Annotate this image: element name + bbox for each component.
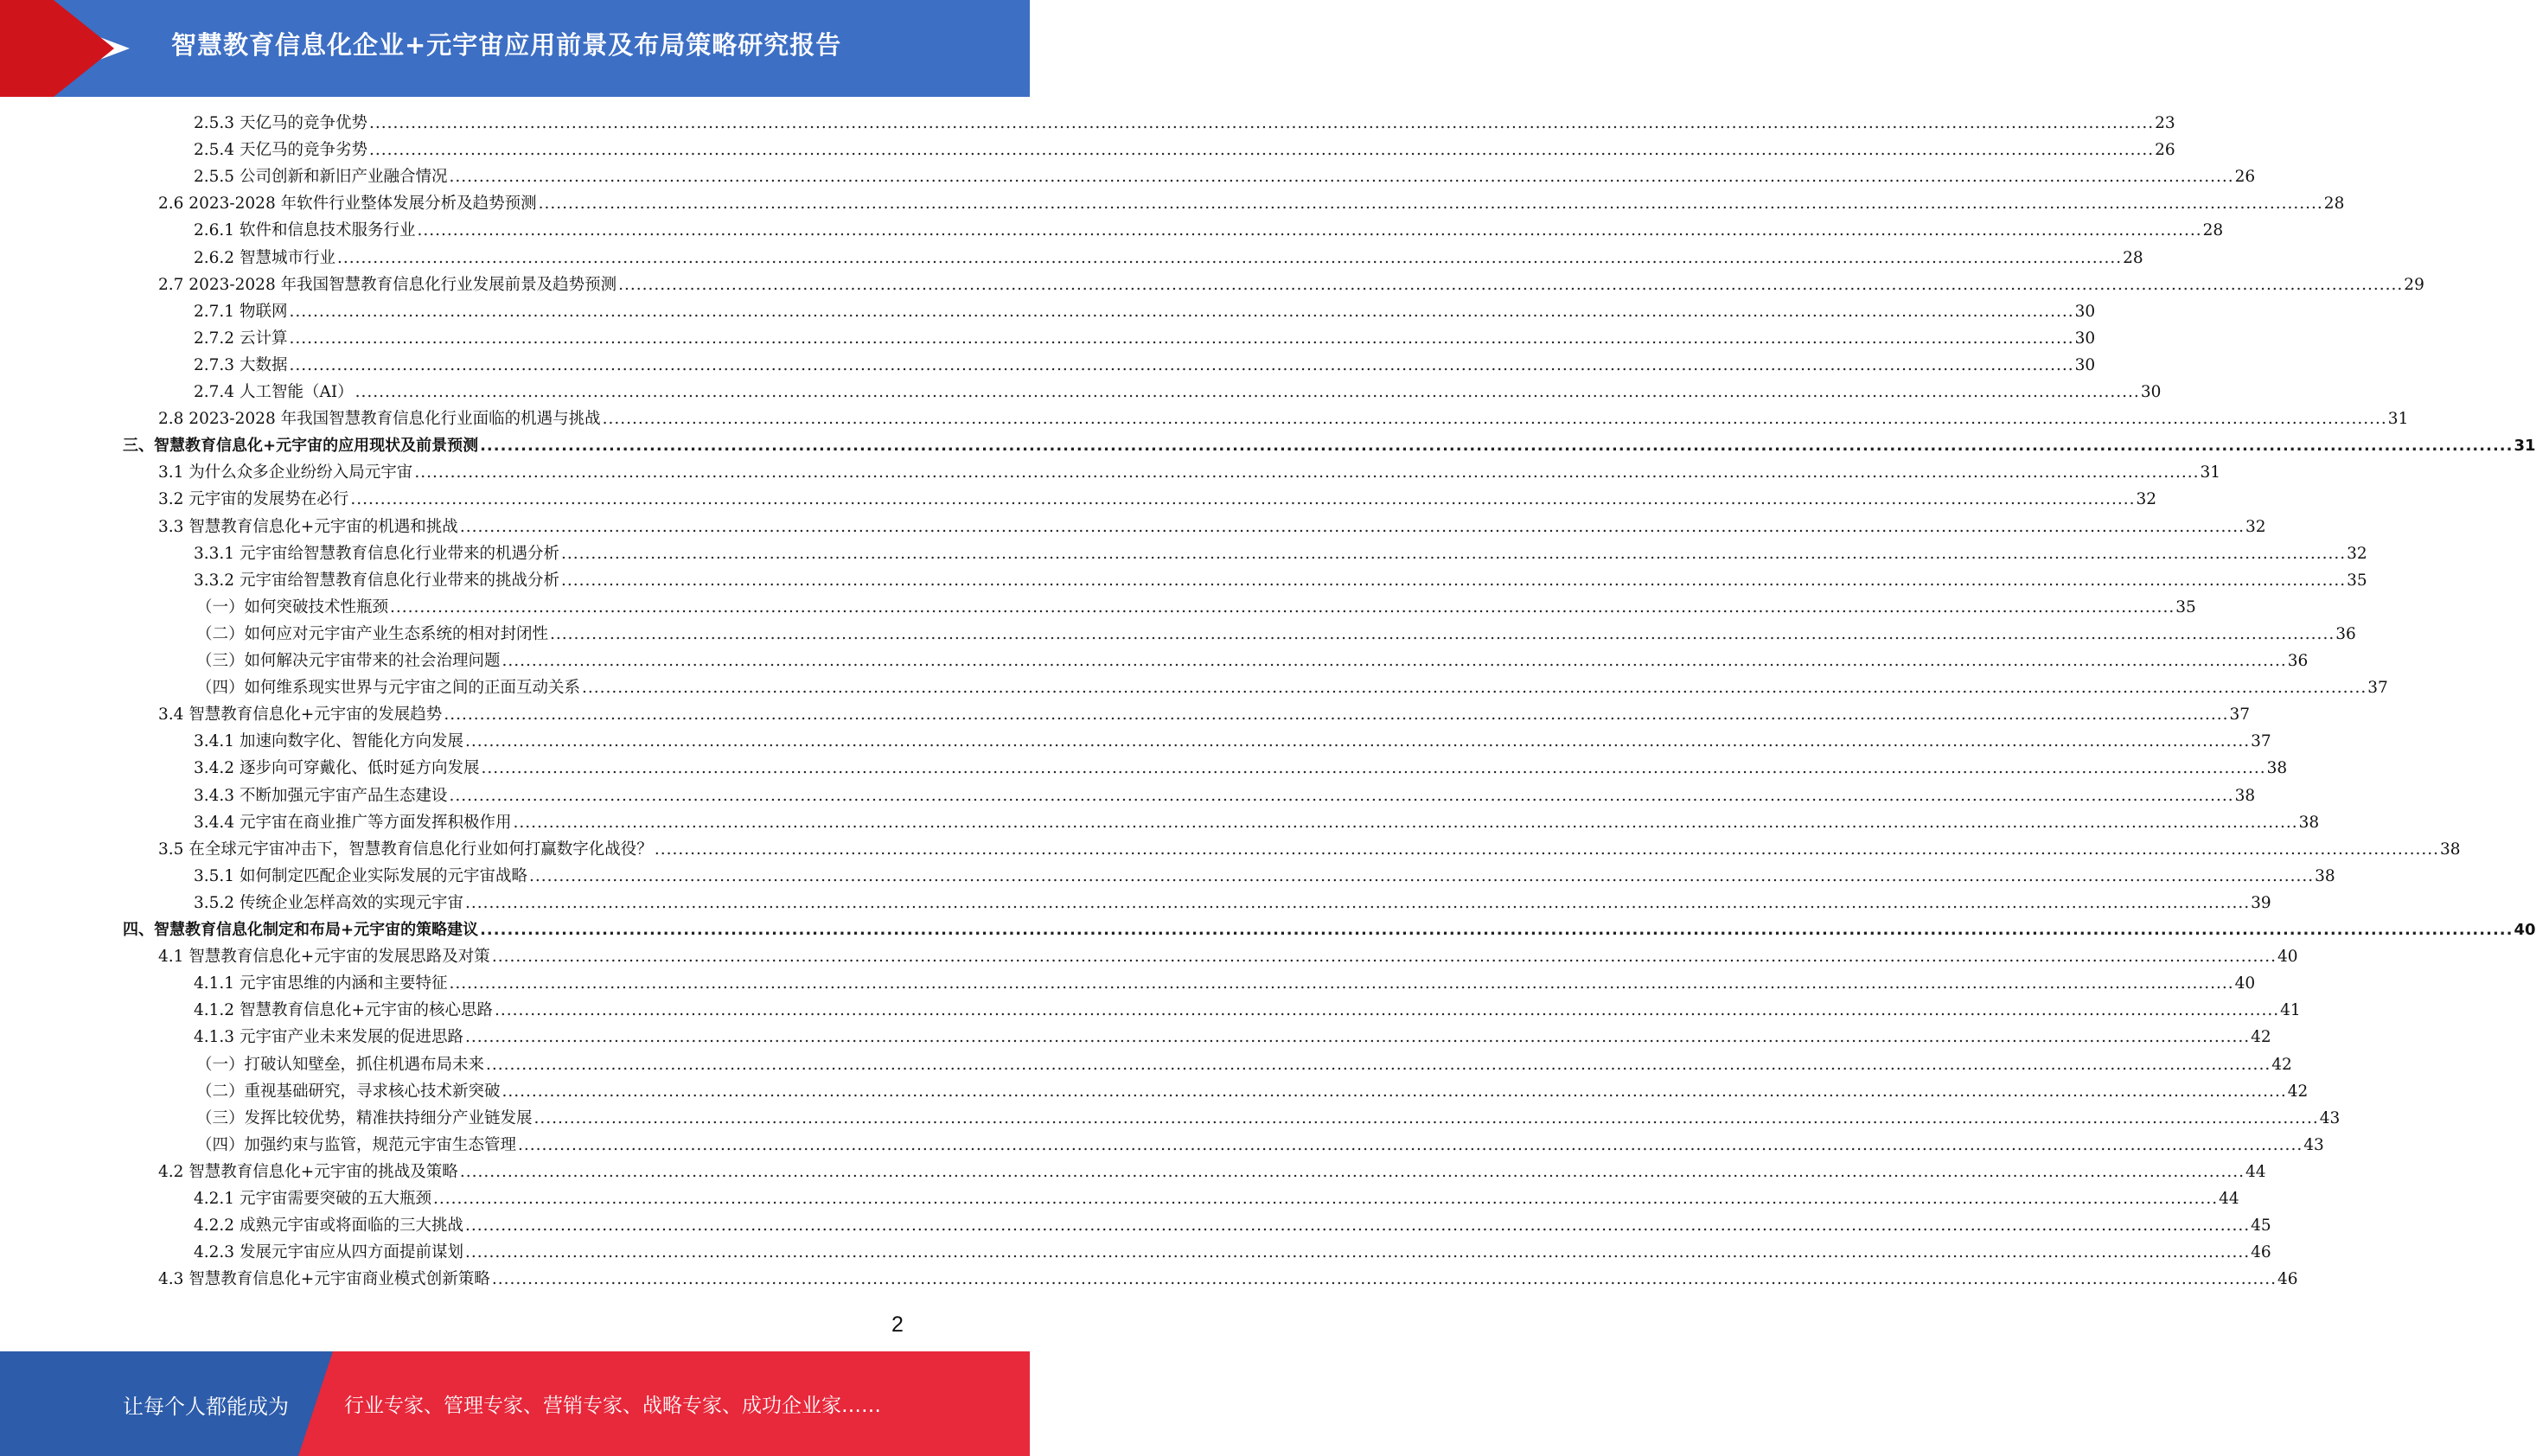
toc-entry[interactable] bbox=[194, 755, 2288, 782]
toc-entry-page: 43 bbox=[2303, 1136, 2324, 1154]
footer-slogan: 让每个人都能成为 bbox=[123, 1395, 289, 1419]
toc-leader-dots: ............................................................................................................................................................................................................................................................................................................ bbox=[289, 356, 2074, 374]
toc-leader-dots: ............................................................................................................................................................................................................................................................................................................ bbox=[654, 840, 2439, 859]
toc-leader-dots: ............................................................................................................................................................................................................................................................................................................ bbox=[501, 652, 2287, 670]
toc-entry[interactable] bbox=[194, 217, 2224, 244]
header-red-block bbox=[0, 0, 54, 97]
toc-entry[interactable] bbox=[196, 621, 2356, 648]
toc-leader-dots: ............................................................................................................................................................................................................................................................................................................ bbox=[491, 1270, 2277, 1288]
toc-entry[interactable] bbox=[194, 325, 2096, 352]
toc-entry-page: 30 bbox=[2074, 356, 2096, 374]
toc-entry[interactable] bbox=[123, 432, 2536, 459]
toc-entry-page: 42 bbox=[2287, 1082, 2309, 1101]
toc-entry-page: 30 bbox=[2074, 303, 2096, 321]
toc-entry-label: 2.7.1 物联网 bbox=[194, 303, 288, 321]
toc-entry[interactable] bbox=[194, 298, 2096, 325]
toc-entry[interactable] bbox=[194, 137, 2175, 163]
toc-entry-page: 41 bbox=[2280, 1001, 2301, 1019]
toc-entry-page: 35 bbox=[2175, 598, 2196, 616]
toc-entry-page: 29 bbox=[2404, 276, 2424, 294]
toc-entry[interactable] bbox=[158, 836, 2461, 863]
toc-entry[interactable] bbox=[194, 863, 2335, 890]
toc-entry[interactable] bbox=[194, 163, 2256, 190]
toc-entry-label: （三）如何解决元宇宙带来的社会治理问题 bbox=[196, 652, 501, 670]
toc-leader-dots: ............................................................................................................................................................................................................................................................................................................ bbox=[550, 625, 2335, 643]
toc-leader-dots: ............................................................................................................................................................................................................................................................................................................ bbox=[538, 195, 2323, 213]
toc-entry[interactable] bbox=[196, 1078, 2309, 1105]
toc-entry-label: 4.1 智慧教育信息化+元宇宙的发展思路及对策 bbox=[158, 948, 490, 966]
toc-leader-dots: ............................................................................................................................................................................................................................................................................................................ bbox=[336, 249, 2123, 267]
toc-entry[interactable] bbox=[194, 997, 2301, 1024]
toc-entry-page: 38 bbox=[2234, 787, 2256, 805]
toc-entry[interactable] bbox=[158, 271, 2424, 298]
toc-entry[interactable] bbox=[123, 916, 2536, 943]
toc-entry-page: 40 bbox=[2234, 974, 2256, 993]
toc-leader-dots: ............................................................................................................................................................................................................................................................................................................ bbox=[501, 1082, 2287, 1101]
toc-entry-label: 2.7.3 大数据 bbox=[194, 356, 288, 374]
toc-entry-label: 四、智慧教育信息化制定和布局+元宇宙的策略建议 bbox=[123, 921, 479, 939]
toc-leader-dots: ............................................................................................................................................................................................................................................................................................................ bbox=[491, 948, 2277, 966]
toc-entry-page: 37 bbox=[2229, 706, 2251, 724]
toc-leader-dots: ............................................................................................................................................................................................................................................................................................................ bbox=[582, 679, 2367, 697]
toc-entry-label: 3.5 在全球元宇宙冲击下，智慧教育信息化行业如何打赢数字化战役？ bbox=[158, 840, 653, 859]
toc-entry[interactable] bbox=[158, 459, 2221, 486]
report-header bbox=[0, 0, 1030, 97]
toc-leader-dots: ............................................................................................................................................................................................................................................................................................................ bbox=[289, 303, 2074, 321]
toc-leader-dots: ............................................................................................................................................................................................................................................................................................................ bbox=[289, 329, 2074, 348]
toc-leader-dots: ............................................................................................................................................................................................................................................................................................................ bbox=[390, 598, 2175, 616]
toc-entry-label: 3.1 为什么众多企业纷纷入局元宇宙 bbox=[158, 463, 413, 482]
toc-entry-page: 28 bbox=[2123, 249, 2143, 267]
toc-entry-label: 2.5.4 天亿马的竞争劣势 bbox=[194, 141, 367, 159]
toc-entry-label: 4.1.1 元宇宙思维的内涵和主要特征 bbox=[194, 974, 448, 993]
toc-entry[interactable] bbox=[194, 809, 2320, 836]
toc-entry[interactable] bbox=[196, 1132, 2324, 1159]
toc-entry-page: 45 bbox=[2251, 1217, 2271, 1235]
toc-entry-page: 38 bbox=[2298, 814, 2320, 832]
toc-leader-dots: ............................................................................................................................................................................................................................................................................................................ bbox=[464, 1028, 2251, 1046]
toc-entry-page: 42 bbox=[2251, 1028, 2271, 1046]
toc-entry[interactable] bbox=[196, 648, 2309, 674]
toc-entry[interactable] bbox=[194, 782, 2256, 809]
toc-leader-dots: ............................................................................................................................................................................................................................................................................................................ bbox=[528, 867, 2315, 885]
toc-leader-dots: ............................................................................................................................................................................................................................................................................................................ bbox=[449, 168, 2234, 186]
toc-entry-page: 32 bbox=[2136, 490, 2157, 508]
toc-entry-page: 46 bbox=[2251, 1243, 2271, 1261]
toc-entry-label: 4.2.1 元宇宙需要突破的五大瓶颈 bbox=[194, 1190, 431, 1208]
toc-entry-label: 4.3 智慧教育信息化+元宇宙商业模式创新策略 bbox=[158, 1270, 490, 1288]
toc-leader-dots: ............................................................................................................................................................................................................................................................................................................ bbox=[533, 1109, 2319, 1127]
toc-entry-page: 43 bbox=[2319, 1109, 2341, 1127]
toc-entry-page: 26 bbox=[2155, 141, 2175, 159]
toc-entry[interactable] bbox=[194, 1024, 2271, 1050]
toc-entry-label: 2.5.5 公司创新和新旧产业融合情况 bbox=[194, 168, 448, 186]
toc-entry-page: 23 bbox=[2155, 114, 2175, 132]
toc-entry[interactable] bbox=[196, 1105, 2341, 1132]
toc-leader-dots: ............................................................................................................................................................................................................................................................................................................ bbox=[560, 572, 2347, 590]
toc-entry-label: 3.4.2 逐步向可穿戴化、低时延方向发展 bbox=[194, 759, 480, 777]
toc-entry-label: 3.3.2 元宇宙给智慧教育信息化行业带来的挑战分析 bbox=[194, 572, 559, 590]
toc-leader-dots: ............................................................................................................................................................................................................................................................................................................ bbox=[602, 410, 2387, 428]
toc-entry[interactable] bbox=[194, 110, 2175, 137]
toc-leader-dots: ............................................................................................................................................................................................................................................................................................................ bbox=[459, 518, 2245, 536]
toc-entry-label: 2.6.2 智慧城市行业 bbox=[194, 249, 335, 267]
toc-leader-dots: ............................................................................................................................................................................................................................................................................................................ bbox=[480, 921, 2514, 939]
toc-entry-label: 2.8 2023-2028 年我国智慧教育信息化行业面临的机遇与挑战 bbox=[158, 410, 601, 428]
toc-entry-label: 3.4 智慧教育信息化+元宇宙的发展趋势 bbox=[158, 706, 443, 724]
toc-leader-dots: ............................................................................................................................................................................................................................................................................................................ bbox=[449, 974, 2234, 993]
toc-entry-page: 26 bbox=[2234, 168, 2256, 186]
toc-entry-page: 39 bbox=[2251, 894, 2271, 912]
toc-entry-page: 31 bbox=[2514, 437, 2536, 455]
toc-entry-label: 3.2 元宇宙的发展势在必行 bbox=[158, 490, 349, 508]
toc-entry[interactable] bbox=[194, 970, 2256, 997]
toc-entry-page: 37 bbox=[2251, 732, 2271, 750]
toc-leader-dots: ............................................................................................................................................................................................................................................................................................................ bbox=[494, 1001, 2280, 1019]
toc-entry-page: 40 bbox=[2277, 948, 2298, 966]
toc-entry[interactable] bbox=[194, 890, 2271, 916]
toc-leader-dots: ............................................................................................................................................................................................................................................................................................................ bbox=[618, 276, 2404, 294]
toc-leader-dots: ............................................................................................................................................................................................................................................................................................................ bbox=[449, 787, 2234, 805]
toc-leader-dots: ............................................................................................................................................................................................................................................................................................................ bbox=[350, 490, 2136, 508]
toc-entry[interactable] bbox=[194, 352, 2096, 379]
toc-entry-label: 2.7.4 人工智能（AI） bbox=[194, 383, 354, 401]
toc-entry[interactable] bbox=[196, 674, 2388, 701]
toc-entry[interactable] bbox=[196, 594, 2196, 621]
toc-leader-dots: ............................................................................................................................................................................................................................................................................................................ bbox=[355, 383, 2140, 401]
toc-entry-page: 38 bbox=[2440, 840, 2461, 859]
toc-entry[interactable] bbox=[158, 1159, 2266, 1185]
toc-leader-dots: ............................................................................................................................................................................................................................................................................................................ bbox=[513, 814, 2298, 832]
toc-entry-page: 36 bbox=[2287, 652, 2309, 670]
toc-entry-label: 3.3 智慧教育信息化+元宇宙的机遇和挑战 bbox=[158, 518, 458, 536]
toc-leader-dots: ............................................................................................................................................................................................................................................................................................................ bbox=[368, 141, 2155, 159]
toc-leader-dots: ............................................................................................................................................................................................................................................................................................................ bbox=[417, 221, 2202, 239]
toc-entry-label: 3.4.1 加速向数字化、智能化方向发展 bbox=[194, 732, 463, 750]
toc-entry-label: （一）如何突破技术性瓶颈 bbox=[196, 598, 389, 616]
toc-entry-page: 30 bbox=[2074, 329, 2096, 348]
toc-entry[interactable] bbox=[194, 1212, 2271, 1239]
toc-entry-label: 3.5.1 如何制定匹配企业实际发展的元宇宙战略 bbox=[194, 867, 527, 885]
toc-entry[interactable] bbox=[194, 245, 2143, 271]
toc-entry-page: 35 bbox=[2347, 572, 2367, 590]
toc-entry-label: 2.6.1 软件和信息技术服务行业 bbox=[194, 221, 416, 239]
toc-entry[interactable] bbox=[158, 486, 2157, 513]
toc-entry-label: 3.4.4 元宇宙在商业推广等方面发挥积极作用 bbox=[194, 814, 512, 832]
toc-entry-page: 44 bbox=[2219, 1190, 2239, 1208]
toc-leader-dots: ............................................................................................................................................................................................................................................................................................................ bbox=[560, 545, 2347, 563]
toc-leader-dots: ............................................................................................................................................................................................................................................................................................................ bbox=[464, 1243, 2251, 1261]
toc-entry[interactable] bbox=[158, 1266, 2298, 1293]
toc-entry-page: 38 bbox=[2315, 867, 2335, 885]
toc-entry-page: 46 bbox=[2277, 1270, 2298, 1288]
toc-leader-dots: ............................................................................................................................................................................................................................................................................................................ bbox=[459, 1163, 2245, 1181]
toc-leader-dots: ............................................................................................................................................................................................................................................................................................................ bbox=[481, 759, 2266, 777]
toc-entry[interactable] bbox=[196, 1051, 2292, 1078]
toc-entry-label: 2.7 2023-2028 年我国智慧教育信息化行业发展前景及趋势预测 bbox=[158, 276, 617, 294]
toc-entry-page: 31 bbox=[2387, 410, 2409, 428]
toc-leader-dots: ............................................................................................................................................................................................................................................................................................................ bbox=[464, 732, 2251, 750]
toc-leader-dots: ............................................................................................................................................................................................................................................................................................................ bbox=[414, 463, 2200, 482]
toc-leader-dots: ............................................................................................................................................................................................................................................................................................................ bbox=[464, 894, 2251, 912]
toc-entry-label: （四）如何维系现实世界与元宇宙之间的正面互动关系 bbox=[196, 679, 581, 697]
toc-entry-page: 32 bbox=[2347, 545, 2367, 563]
toc-entry-page: 36 bbox=[2335, 625, 2356, 643]
toc-entry-label: （四）加强约束与监管，规范元宇宙生态管理 bbox=[196, 1136, 517, 1154]
toc-entry-page: 31 bbox=[2200, 463, 2221, 482]
toc-leader-dots: ............................................................................................................................................................................................................................................................................................................ bbox=[444, 706, 2229, 724]
toc-entry[interactable] bbox=[194, 1185, 2239, 1212]
toc-entry[interactable] bbox=[158, 406, 2409, 432]
toc-entry-label: （三）发挥比较优势，精准扶持细分产业链发展 bbox=[196, 1109, 533, 1127]
report-title: 智慧教育信息化企业+元宇宙应用前景及布局策略研究报告 bbox=[171, 30, 842, 60]
toc-entry-label: （二）如何应对元宇宙产业生态系统的相对封闭性 bbox=[196, 625, 549, 643]
toc-entry-label: 4.1.3 元宇宙产业未来发展的促进思路 bbox=[194, 1028, 463, 1046]
toc-entry-label: 4.2.3 发展元宇宙应从四方面提前谋划 bbox=[194, 1243, 463, 1261]
toc-entry-label: 3.3.1 元宇宙给智慧教育信息化行业带来的机遇分析 bbox=[194, 545, 559, 563]
toc-entry-label: 三、智慧教育信息化+元宇宙的应用现状及前景预测 bbox=[123, 437, 479, 455]
toc-entry-page: 28 bbox=[2202, 221, 2224, 239]
toc-leader-dots: ............................................................................................................................................................................................................................................................................................................ bbox=[464, 1217, 2251, 1235]
toc-entry-page: 28 bbox=[2323, 195, 2345, 213]
toc-entry-page: 32 bbox=[2245, 518, 2266, 536]
toc-entry-label: 3.4.3 不断加强元宇宙产品生态建设 bbox=[194, 787, 448, 805]
toc-entry[interactable] bbox=[158, 701, 2251, 728]
toc-entry-label: （一）打破认知壁垒，抓住机遇布局未来 bbox=[196, 1056, 485, 1074]
toc-entry-page: 42 bbox=[2271, 1056, 2292, 1074]
toc-entry[interactable] bbox=[194, 1239, 2271, 1266]
toc-entry-page: 38 bbox=[2266, 759, 2288, 777]
report-footer bbox=[0, 1351, 1030, 1456]
toc-leader-dots: ............................................................................................................................................................................................................................................................................................................ bbox=[432, 1190, 2219, 1208]
toc-entry-label: 3.5.2 传统企业怎样高效的实现元宇宙 bbox=[194, 894, 463, 912]
footer-roles: 行业专家、管理专家、营销专家、战略专家、成功企业家…… bbox=[344, 1395, 881, 1417]
toc-entry[interactable] bbox=[194, 379, 2162, 406]
toc-entry-page: 40 bbox=[2514, 921, 2536, 939]
toc-entry-label: 2.7.2 云计算 bbox=[194, 329, 288, 348]
page-number: 2 bbox=[891, 1312, 904, 1337]
toc-entry[interactable] bbox=[158, 190, 2345, 217]
toc-entry-label: 4.2 智慧教育信息化+元宇宙的挑战及策略 bbox=[158, 1163, 458, 1181]
toc-leader-dots: ............................................................................................................................................................................................................................................................................................................ bbox=[368, 114, 2155, 132]
toc-entry-label: （二）重视基础研究，寻求核心技术新突破 bbox=[196, 1082, 501, 1101]
toc-entry-page: 37 bbox=[2367, 679, 2388, 697]
toc-entry[interactable] bbox=[194, 540, 2367, 567]
toc-leader-dots: ............................................................................................................................................................................................................................................................................................................ bbox=[486, 1056, 2271, 1074]
header-chevron-red bbox=[54, 0, 114, 97]
toc-entry-label: 2.6 2023-2028 年软件行业整体发展分析及趋势预测 bbox=[158, 195, 537, 213]
toc-entry-label: 4.1.2 智慧教育信息化+元宇宙的核心思路 bbox=[194, 1001, 493, 1019]
toc-entry-label: 2.5.3 天亿马的竞争优势 bbox=[194, 114, 367, 132]
toc-entry-page: 30 bbox=[2140, 383, 2162, 401]
toc-entry-label: 4.2.2 成熟元宇宙或将面临的三大挑战 bbox=[194, 1217, 463, 1235]
toc-entry[interactable] bbox=[194, 567, 2367, 594]
toc-leader-dots: ............................................................................................................................................................................................................................................................................................................ bbox=[480, 437, 2514, 455]
toc-entry[interactable] bbox=[158, 514, 2266, 540]
toc-entry-page: 44 bbox=[2245, 1163, 2266, 1181]
toc-entry[interactable] bbox=[194, 728, 2271, 755]
toc-leader-dots: ............................................................................................................................................................................................................................................................................................................ bbox=[518, 1136, 2303, 1154]
toc-entry[interactable] bbox=[158, 943, 2298, 970]
